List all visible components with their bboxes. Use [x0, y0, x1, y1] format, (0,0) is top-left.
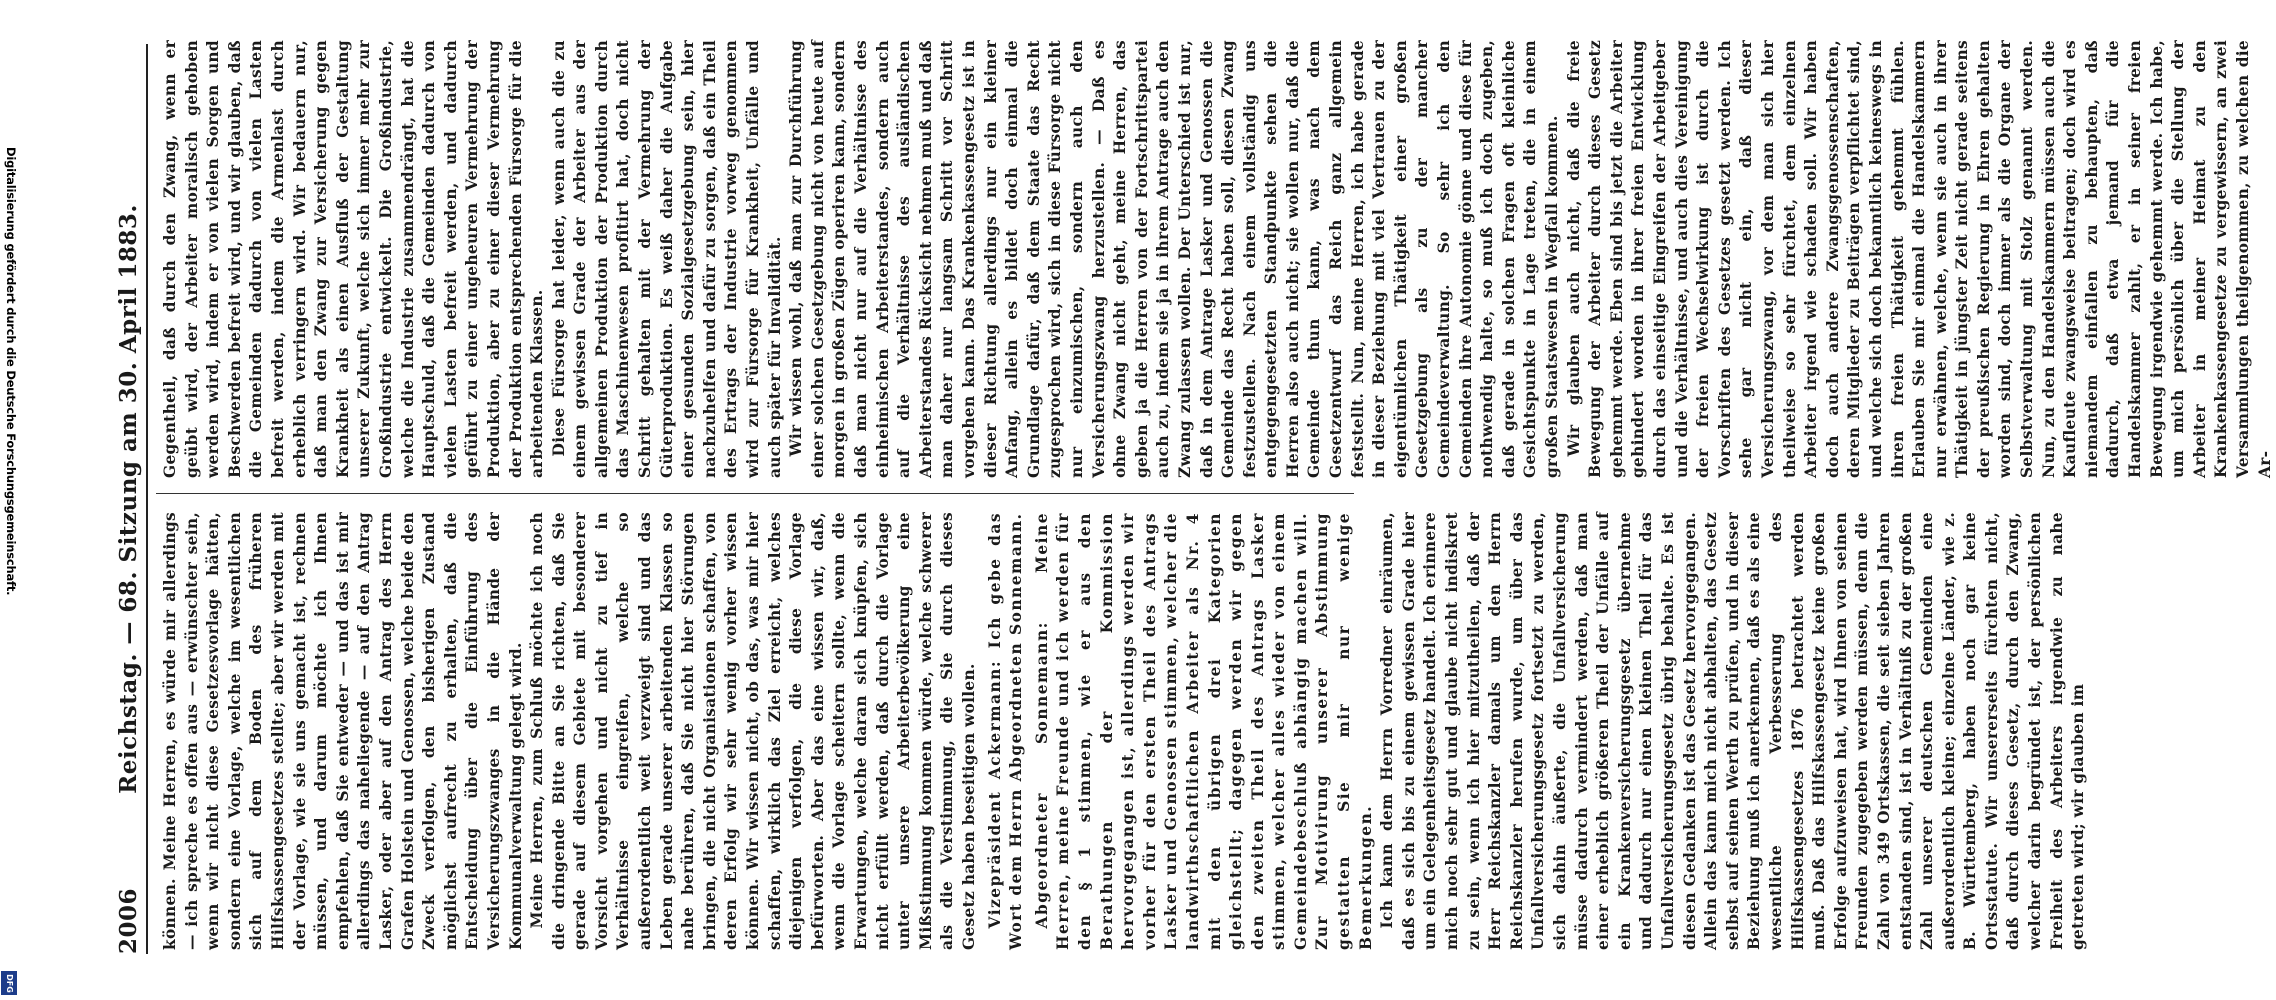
column-divider [156, 493, 1354, 494]
speaker-intro: Abgeordneter Sonnemann: Meine Herren, meine Freunde und ich werden für den § 1 stimmen, wie er aus den Berathungen der Kommission hervorgegangen ist, allerdings werden wir vorher für den ersten Theil des Antrags Lasker und Genossen stimmen, welcher die landwirthschaftlichen Arbeiter als Nr. 4 mit den übrigen drei Kategorien gleichstellt; dagegen werden wir gegen den zweiten Theil des Antrags Lasker stimmen, welcher alles wieder von einem Gemeindebeschluß abhängig machen will. Zur Motivirung unserer Abstimmung gestatten Sie mir nur wenige Bemerkungen. [1032, 512, 1375, 950]
paragraph: Wir wissen wohl, daß man zur Durchführung einer solchen Gesetzgebung nicht von heute auf morgen in großen Zügen operiren kann, sondern daß man nicht nur auf die Verhältnisse des einheimischen Arbeiterstandes, sondern auch auf die Verhältnisse des ausländischen Arbeiterstandes Rücksicht nehmen muß und daß man daher nur langsam Schritt vor Schritt vorgehen kann. Das Krankenkassengesetz ist in dieser Richtung allerdings nur ein kleiner Anfang, allein es bildet doch einmal die Grundlage dafür, daß dem Staate das Recht zugesprochen wird, sich in diese Fürsorge nicht nur einzumischen, sondern auch den Versicherungszwang herzustellen. — Daß es ohne Zwang nicht geht, meine Herren, das geben ja die Herren von der Fortschrittspartei auch zu, indem sie ja in ihrem Antrage auch den Zwang zulassen wollen. Der Unterschied ist nur, daß in dem Antrage Lasker und Genossen die Gemeinde das Recht haben soll, diesen Zwang festzustellen. Nach einem vollständig uns entgegengesetzten Standpunkte sehen die Herren also auch nicht; sie wollen nur, daß die Gemeinde thun kann, was nach dem Gesetzentwurf das Reich ganz allgemein feststellt. Nun, meine Herren, ich habe gerade in dieser Beziehung mit viel Vertrauen zu der eigentümlichen Thätigkeit einer großen Gesetzgebung als zu der mancher Gemeindeverwaltung. So sehr ich den Gemeinden ihre Autonomie gönne und diese für nothwendig halte, so muß ich doch zugeben, daß gerade in solchen Fragen oft kleinliche Gesichtspunkte in Lage treten, die in einem großen Staatswesen in Wegfall kommen. [787, 40, 1561, 478]
digitization-credit [1, 0, 21, 1000]
paragraph: Meine Herren, zum Schluß möchte ich noch die dringende Bitte an Sie richten, daß Sie gerade auf diesem Gebiete mit besonderer Vorsicht vorgehen und nicht zu tief in Verhältnisse eingreifen, welche so außerordentlich weit verzweigt sind und das Leben gerade unserer arbeitenden Klassen so nahe berühren, daß Sie nicht hier Störungen bringen, die nicht Organisationen schaffen, von deren Erfolg wir sehr wenig vorher wissen können. Wir wissen nicht, ob das, was mir hier schaffen, wirklich das Ziel erreicht, welches diejenigen verfolgen, die diese Vorlage befürworten. Aber das eine wissen wir, daß, wenn die Vorlage scheitern sollte, wenn die Erwartungen, welche daran sich knüpfen, sich nicht erfüllt werden, daß durch die Vorlage unter unsere Arbeiterbevölkerung eine Mißstimmung kommen würde, welche schwerer als die Verstimmung, die Sie durch dieses Gesetz haben beseitigen wollen. [528, 512, 978, 950]
paragraph: Wir glauben auch nicht, daß die freie Bewegung der Arbeiter durch dieses Gesetz gehemmt werde. Eben sind bis jetzt die Arbeiter gehindert worden in ihrer freien Entwicklung durch das einseitige Eingreifen der Arbeitgeber und die Verhältnisse, und auch dies Vereinigung der freien Wechselwirkung ist durch die Vorschriften des Gesetzes gesetzt werden. Ich sehe gar nicht ein, daß dieser Versicherungszwang, vor dem man sich hier theilweise so sehr fürchtet, dem einzelnen Arbeiter irgend wie schaden soll. Wir haben doch auch andere Zwangsgenossenschaften, deren Mitglieder zu Beiträgen verpflichtet sind, und welche sich doch bekanntlich keineswegs in ihren freien Thätigkeit gehemmt fühlen. Erlauben Sie mir einmal die Handelskammern nur erwähnen, welche, wenn sie auch in ihrer Thätigkeit in jüngster Zeit nicht gerade seitens der preußischen Regierung in Ehren gehalten worden sind, doch immer als die Organe der Selbstverwaltung mit Stolz genannt werden. Nun, zu den Handelskammern müssen auch die Kaufleute zwangsweise beitragen; doch wird es niemandem einfallen zu behaupten, daß dadurch, daß etwa jemand für die Handelskammer zahlt, er in seiner freien Bewegung irgendwie gehemmt werde. Ich habe, um mich persönlich über die Stellung der Arbeiter in meiner Heimat zu den Krankenkassengesetze zu vergewissern, an zwei Versammlungen theilgenommen, zu welchen die Ar- [1564, 40, 2274, 478]
dfg-logo [1, 971, 17, 995]
page-number: 2006 [115, 887, 142, 954]
dfg-logo-label: DFG [4, 973, 14, 993]
paragraph: können. Meine Herren, es würde mir allerdings — ich spreche es offen aus — erwünschter sein, wenn wir nicht diese Gesetzesvorlage hätten, sondern eine Vorlage, welche im wesentlichen sich auf dem Boden des früheren Hilfskassengesetzes stellte; aber wir werden mit der Vorlage, wie sie uns gemacht ist, rechnen müssen, und darum möchte ich Ihnen empfehlen, daß Sie entweder — und das ist mir allerdings das naheliegende — auf den Antrag Lasker, oder aber auf den Antrag des Herrn Grafen Holstein und Genossen, welche beide den Zweck verfolgen, den bisherigen Zustand möglichst aufrecht zu erhalten, daß die Entscheidung über die Einführung des Versicherungszwanges in die Hände der Kommunalverwaltung gelegt wird. [161, 512, 525, 950]
page-title: Reichstag. — 68. Sitzung am 30. April 1883. [115, 204, 142, 794]
paragraph: Gegentheil, daß durch den Zwang, wenn er geübt wird, der Arbeiter moralisch gehoben werden wird, indem er von vielen Sorgen und Beschwerden befreit wird, und wir glauben, daß die Gemeinden dadurch von vielen Lasten befreit werden, indem die Armenlast durch erheblich verringern wird. Wir bedauern nur, daß man den Zwang zur Versicherung gegen Krankheit als einen Ausfluß der Gestaltung unserer Zukunft, welche sich immer mehr zur Großindustrie entwickelt. Die Großindustrie, welche die Industrie zusammendrängt, hat die Hauptschuld, daß die Gemeinden dadurch von vielen Lasten befreit werden, und dadurch geführt zu einer ungeheuren Vermehrung der Produktion, aber zu einer dieser Vermehrung der Produktion entsprechenden Fürsorge für die arbeitenden Klassen. [161, 40, 547, 478]
left-text-column [160, 512, 2088, 950]
right-text-column [160, 40, 2274, 478]
credit-text: Digitalisierung gefördert durch die Deutsche Forschungsgemeinschaft. [4, 147, 18, 596]
document-page [56, 20, 2274, 980]
paragraph: Ich kann dem Herrn Vorredner einräumen, daß es sich bis zu einem gewissen Grade hier um ein Gelegenheitsgesetz handelt. Ich erinnere mich noch sehr gut und glaube nicht indiskret zu sein, wenn ich hier mitzutheilen, daß der Herr Reichskanzler damals um den Herrn Reichskanzler herufen wurde, um über das Unfallversicherungsgesetz fortsetzt zu werden, sich dahin äußerte, die Unfallversicherung müsse dadurch vermindert werden, daß man einer erheblich größeren Theil der Unfälle auf ein Krankenversicherungsgesetz übernehme und dadurch nur einen kleinen Theil für das Unfallversicherungsgesetz übrig behalte. Es ist diesen Gedanken ist das Gesetz hervorgegangen. Allein das kann mich nicht abhalten, das Gesetz selbst auf seinen Werth zu prüfen, und in dieser Beziehung muß ich anerkennen, daß es als eine wesentliche Verbesserung des Hilfskassengesetzes 1876 betrachtet werden muß. Daß das Hilfskassengesetz keine großen Erfolge aufzuweisen hat, wird Ihnen von seinen Freunden zugegeben werden müssen, denn die Zahl von 349 Ortskassen, die seit sieben Jahren entstanden sind, ist in Verhältniß zu der großen Zahl unserer deutschen Gemeinden eine außerordentlich kleine; einzelne Länder, wie z. B. Württemberg, haben noch gar keine Ortsstatute. Wir unsererseits fürchten nicht, daß durch dieses Gesetz, durch den Zwang, welcher darin begründet ist, der persönlichen Freiheit des Arbeiters irgendwie zu nahe getreten wird; wir glauben im [1378, 512, 2088, 950]
paragraph: Diese Fürsorge hat leider, wenn auch die zu einem gewissen Grade der Arbeiter aus der allgemeinen Produktion der Produktion durch das Maschinenwesen profitirt hat, doch nicht Schritt gehalten mit der Vermehrung der Güterproduktion. Es weiß daher die Aufgabe einer gesunden Sozialgesetzgebung sein, hier nachzuhelfen und dafür zu sorgen, daß ein Theil des Ertrags der Industrie vorweg genommen wird zur Fürsorge für Krankheit, Unfälle und auch später für Invalidität. [549, 40, 784, 478]
speaker-intro: Vizepräsident Ackermann: Ich gebe das Wort dem Herrn Abgeordneten Sonnemann. [985, 512, 1026, 950]
page-header [112, 44, 148, 954]
